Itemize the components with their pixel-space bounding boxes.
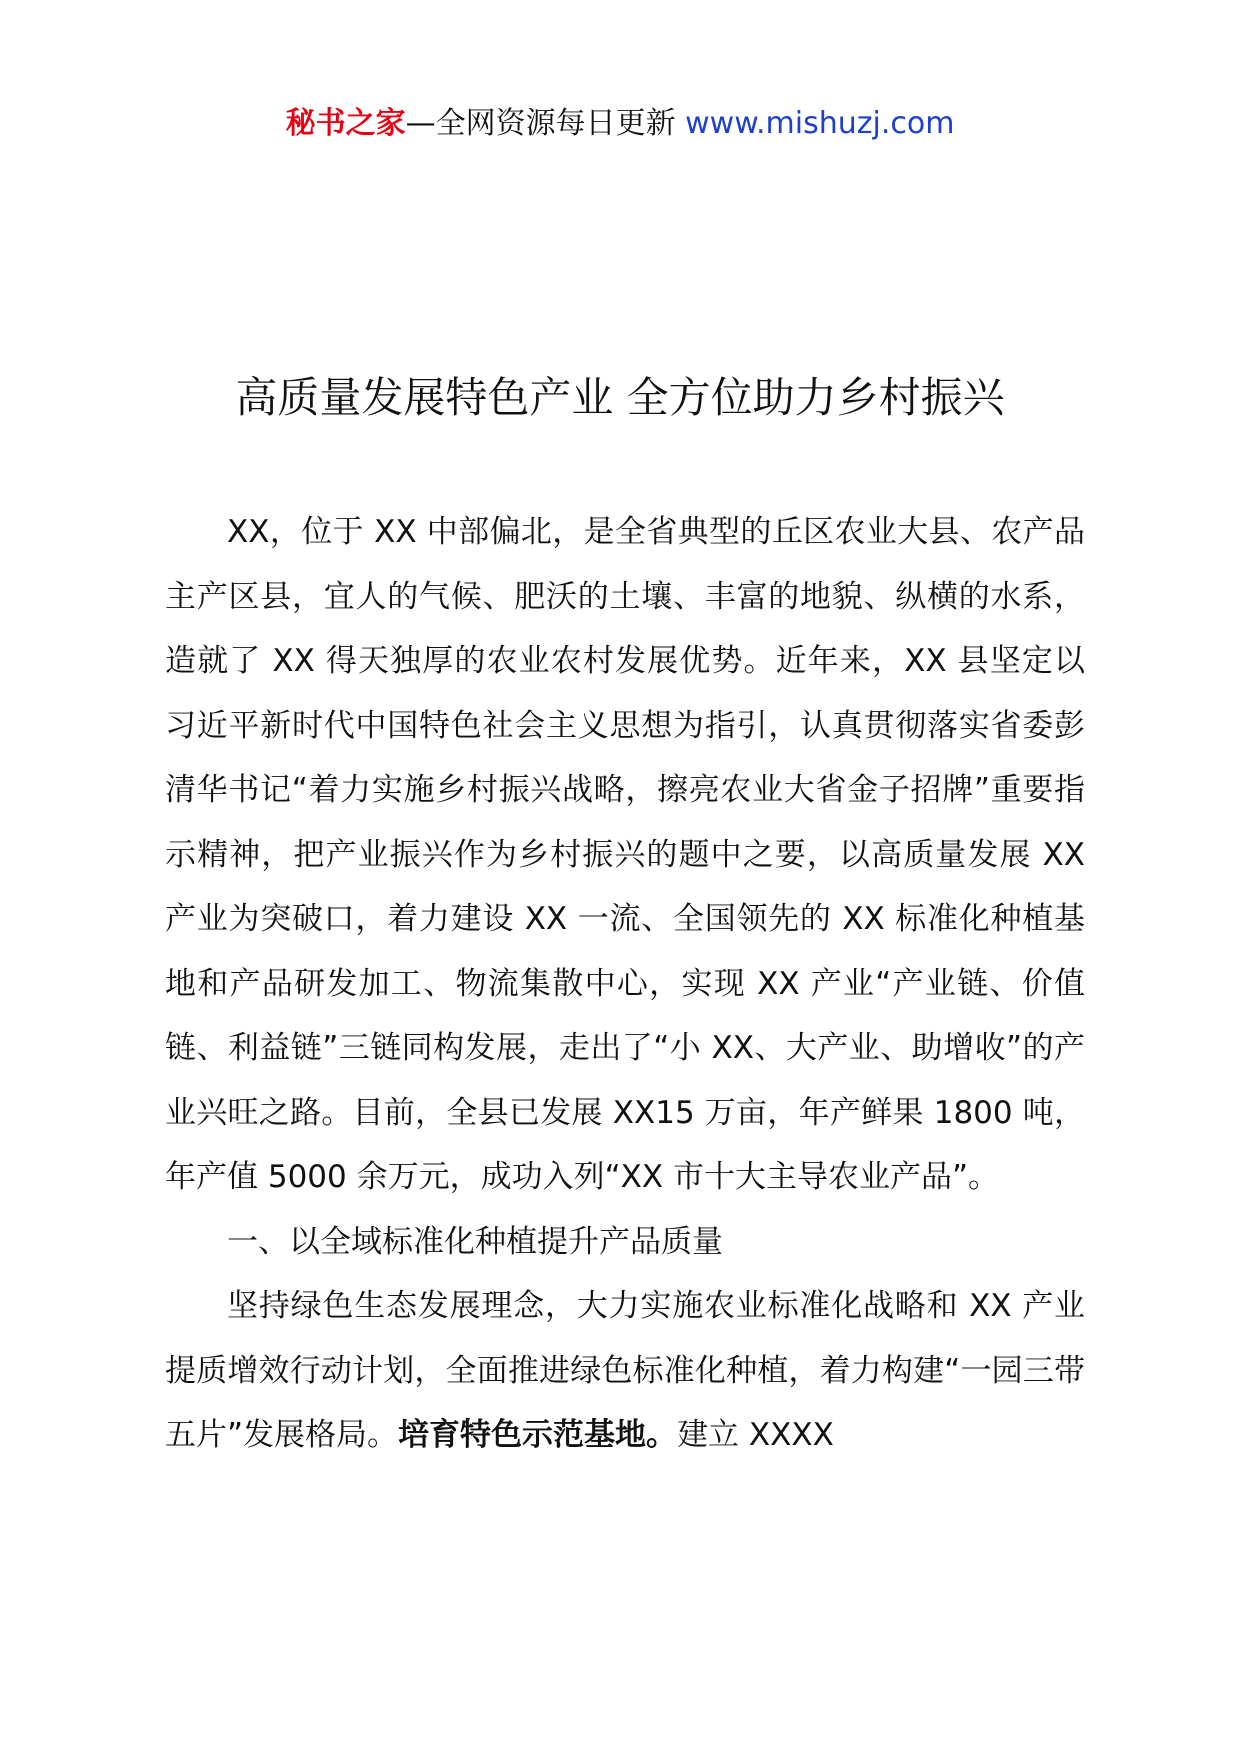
document-body [165, 500, 1085, 1468]
intro-paragraph: XX，位于 XX 中部偏北，是全省典型的丘区农业大县、农产品主产区县，宜人的气候、肥沃的土壤、丰富的地貌、纵横的水系，造就了 XX 得天独厚的农业农村发展优势。近年来，XX 县坚定以习近平新时代中国特色社会主义思想为指引，认真贯彻落实省委彭清华书记“着力实施乡村振兴战略，擦亮农业大省金子招牌”重要指示精神，把产业振兴作为乡村振兴的题中之要，以高质量发展 XX 产业为突破口，着力建设 XX 一流、全国领先的 XX 标准化种植基地和产品研发加工、物流集散中心，实现 XX 产业“产业链、价值链、利益链”三链同构发展，走出了“小 XX、大产业、助增收”的产业兴旺之路。目前，全县已发展 XX15 万亩，年产鲜果 1800 吨，年产值 5000 余万元，成功入列“XX 市十大主导农业产品”。 [165, 514, 1085, 1195]
section-text-part-a: 坚持绿色生态发展理念，大力实施农业标准化战略和 XX 产业提质增效行动计划，全面推进绿色标准化种植，着力构建“一园三带五片”发展格局。 [165, 1288, 1085, 1453]
section-heading: 一、以全域标准化种植提升产品质量 [227, 1223, 723, 1260]
slogan: —全网资源每日更新 [405, 106, 686, 141]
site-banner [0, 104, 1240, 144]
section-text-part-b: 建立 XXXX [677, 1417, 834, 1453]
section-paragraph [165, 1274, 1085, 1468]
document-title: 高质量发展特色产业 全方位助力乡村振兴 [235, 373, 1005, 422]
site-url-link[interactable]: www.mishuzj.com [685, 106, 955, 141]
brand-name: 秘书之家 [285, 106, 406, 141]
section-bold-phrase: 培育特色示范基地。 [398, 1417, 678, 1453]
